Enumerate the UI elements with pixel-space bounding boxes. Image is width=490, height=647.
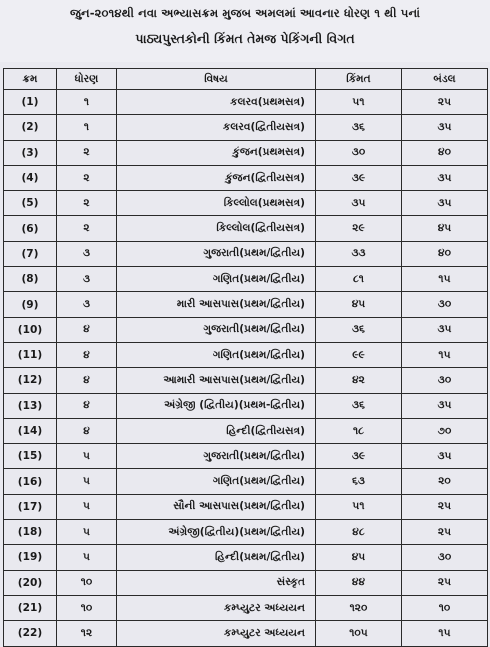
table-row	[4, 621, 488, 646]
table-row	[4, 115, 488, 140]
cell-serial: (6)	[4, 216, 57, 241]
cell-subject: કુંજન(દ્વિતીયસત્ર)	[117, 165, 316, 190]
cell-serial: (22)	[4, 621, 57, 646]
cell-serial: (9)	[4, 292, 57, 317]
column-header-bundle: બંડલ	[402, 69, 488, 90]
cell-subject: કલરવ(પ્રથમસત્ર)	[117, 90, 316, 115]
cell-price: ૪૫	[316, 292, 402, 317]
cell-price: ૩૯	[316, 165, 402, 190]
cell-price: ૧૨૦	[316, 595, 402, 620]
table-body	[4, 90, 488, 647]
cell-serial: (11)	[4, 342, 57, 367]
cell-standard: ૫	[57, 545, 117, 570]
cell-bundle: ૧૫	[402, 267, 488, 292]
cell-price: ૧૮	[316, 418, 402, 443]
cell-bundle: ૩૫	[402, 115, 488, 140]
table-row	[4, 418, 488, 443]
cell-standard: ૨	[57, 165, 117, 190]
cell-bundle: ૨૫	[402, 494, 488, 519]
table-row	[4, 494, 488, 519]
cell-bundle: ૩૫	[402, 165, 488, 190]
cell-standard: ૪	[57, 342, 117, 367]
table-row	[4, 90, 488, 115]
cell-subject: મારી આસપાસ(પ્રથમ/દ્વિતીય)	[117, 292, 316, 317]
cell-subject: કિલ્લોલ(દ્વિતીયસત્ર)	[117, 216, 316, 241]
table-row	[4, 165, 488, 190]
cell-subject: ગુજરાતી(પ્રથમ/દ્વિતીય)	[117, 241, 316, 266]
cell-subject: કમ્પ્યુટર અધ્યયન	[117, 595, 316, 620]
cell-bundle: ૪૦	[402, 241, 488, 266]
cell-standard: ૧૨	[57, 621, 117, 646]
table-row	[4, 342, 488, 367]
cell-bundle: ૩૦	[402, 292, 488, 317]
table-row	[4, 191, 488, 216]
cell-subject: કિલ્લોલ(પ્રથમસત્ર)	[117, 191, 316, 216]
table-row	[4, 267, 488, 292]
cell-price: ૧૦૫	[316, 621, 402, 646]
cell-standard: ૩	[57, 267, 117, 292]
document-header	[0, 0, 490, 62]
cell-standard: ૪	[57, 317, 117, 342]
table-row	[4, 216, 488, 241]
cell-subject: ગુજરાતી(પ્રથમ/દ્વિતીય)	[117, 317, 316, 342]
cell-price: ૮૧	[316, 267, 402, 292]
cell-standard: ૫	[57, 444, 117, 469]
cell-serial: (4)	[4, 165, 57, 190]
cell-price: ૩૫	[316, 191, 402, 216]
cell-bundle: ૩૫	[402, 444, 488, 469]
cell-subject: ગણિત(પ્રથમ/દ્વિતીય)	[117, 469, 316, 494]
table-row	[4, 292, 488, 317]
cell-serial: (19)	[4, 545, 57, 570]
cell-price: ૯૯	[316, 342, 402, 367]
table-row	[4, 140, 488, 165]
cell-subject: હિન્દી(દ્વિતીયસત્ર)	[117, 418, 316, 443]
cell-bundle: ૩૫	[402, 191, 488, 216]
cell-subject: સંસ્કૃત	[117, 570, 316, 595]
cell-serial: (13)	[4, 393, 57, 418]
cell-standard: ૩	[57, 292, 117, 317]
table-row	[4, 570, 488, 595]
cell-bundle: ૧૫	[402, 621, 488, 646]
cell-standard: ૧૦	[57, 595, 117, 620]
cell-serial: (10)	[4, 317, 57, 342]
cell-subject: કમ્પ્યુટર અધ્યયન	[117, 621, 316, 646]
column-header-standard: ધોરણ	[57, 69, 117, 90]
table-row	[4, 317, 488, 342]
cell-serial: (3)	[4, 140, 57, 165]
cell-subject: અંગ્રેજી(દ્વિતીય)(પ્રથમ/દ્વિતીય)	[117, 520, 316, 545]
cell-standard: ૨	[57, 191, 117, 216]
cell-subject: હિન્દી(પ્રથમ/દ્વિતીય)	[117, 545, 316, 570]
table-row	[4, 595, 488, 620]
cell-serial: (8)	[4, 267, 57, 292]
cell-serial: (16)	[4, 469, 57, 494]
cell-bundle: ૧૫	[402, 342, 488, 367]
cell-bundle: ૩૫	[402, 393, 488, 418]
cell-bundle: ૨૫	[402, 520, 488, 545]
cell-standard: ૧	[57, 90, 117, 115]
cell-standard: ૫	[57, 469, 117, 494]
cell-price: ૫૧	[316, 494, 402, 519]
table-row	[4, 444, 488, 469]
cell-bundle: ૩૦	[402, 545, 488, 570]
cell-standard: ૩	[57, 241, 117, 266]
table-row	[4, 469, 488, 494]
document-subtitle: પાઠ્યપુસ્તકોની કિંમત તેમજ પેકિંગની વિગત	[135, 31, 355, 46]
cell-bundle: ૪૦	[402, 140, 488, 165]
cell-price: ૩૦	[316, 140, 402, 165]
cell-standard: ૫	[57, 520, 117, 545]
cell-price: ૪૨	[316, 368, 402, 393]
textbook-price-table	[3, 68, 488, 647]
cell-serial: (7)	[4, 241, 57, 266]
column-header-price: કિંમત	[316, 69, 402, 90]
cell-serial: (5)	[4, 191, 57, 216]
cell-bundle: ૩૫	[402, 317, 488, 342]
cell-bundle: ૧૦	[402, 595, 488, 620]
cell-standard: ૧૦	[57, 570, 117, 595]
table-header-row	[4, 69, 488, 90]
cell-price: ૫૧	[316, 90, 402, 115]
cell-subject: અંગ્રેજી (દ્વિતીય)(પ્રથમ-દ્વિતીય)	[117, 393, 316, 418]
cell-standard: ૫	[57, 494, 117, 519]
cell-price: ૩૬	[316, 393, 402, 418]
cell-standard: ૪	[57, 393, 117, 418]
table-row	[4, 241, 488, 266]
cell-serial: (2)	[4, 115, 57, 140]
cell-standard: ૪	[57, 368, 117, 393]
cell-price: ૬૩	[316, 469, 402, 494]
cell-bundle: ૨૫	[402, 570, 488, 595]
column-header-subject: વિષય	[117, 69, 316, 90]
cell-bundle: ૨૫	[402, 90, 488, 115]
document-title: જુન-૨૦૧૪થી નવા અભ્યાસક્રમ મુજબ અમલમાં આવનાર ધોરણ ૧ થી ૫નાં	[69, 6, 421, 20]
cell-standard: ૧	[57, 115, 117, 140]
cell-price: ૪૫	[316, 545, 402, 570]
cell-price: ૩૩	[316, 241, 402, 266]
cell-standard: ૪	[57, 418, 117, 443]
cell-subject: ગણિત(પ્રથમ/દ્વિતીય)	[117, 342, 316, 367]
cell-subject: સૌની આસપાસ(પ્રથમ/દ્વિતીય)	[117, 494, 316, 519]
cell-price: ૨૯	[316, 216, 402, 241]
cell-bundle: ૩૦	[402, 368, 488, 393]
cell-subject: ગણિત(પ્રથમ/દ્વિતીય)	[117, 267, 316, 292]
cell-price: ૩૬	[316, 115, 402, 140]
table-row	[4, 393, 488, 418]
column-header-serial: ક્રમ	[4, 69, 57, 90]
cell-subject: ગુજરાતી(પ્રથમ/દ્વિતીય)	[117, 444, 316, 469]
cell-subject: કલરવ(દ્વિતીયસત્ર)	[117, 115, 316, 140]
cell-serial: (14)	[4, 418, 57, 443]
cell-bundle: ૭૦	[402, 418, 488, 443]
cell-subject: કુંજન(પ્રથમસત્ર)	[117, 140, 316, 165]
table-row	[4, 368, 488, 393]
cell-standard: ૨	[57, 140, 117, 165]
cell-bundle: ૨૦	[402, 469, 488, 494]
table-row	[4, 545, 488, 570]
cell-price: ૪૪	[316, 570, 402, 595]
cell-serial: (20)	[4, 570, 57, 595]
cell-serial: (12)	[4, 368, 57, 393]
cell-serial: (1)	[4, 90, 57, 115]
cell-standard: ૨	[57, 216, 117, 241]
cell-subject: આમારી આસપાસ(પ્રથમ/દ્વિતીય)	[117, 368, 316, 393]
cell-serial: (21)	[4, 595, 57, 620]
cell-price: ૪૮	[316, 520, 402, 545]
cell-serial: (17)	[4, 494, 57, 519]
cell-bundle: ૪૫	[402, 216, 488, 241]
cell-serial: (18)	[4, 520, 57, 545]
cell-price: ૩૯	[316, 444, 402, 469]
cell-serial: (15)	[4, 444, 57, 469]
cell-price: ૩૬	[316, 317, 402, 342]
table-row	[4, 520, 488, 545]
